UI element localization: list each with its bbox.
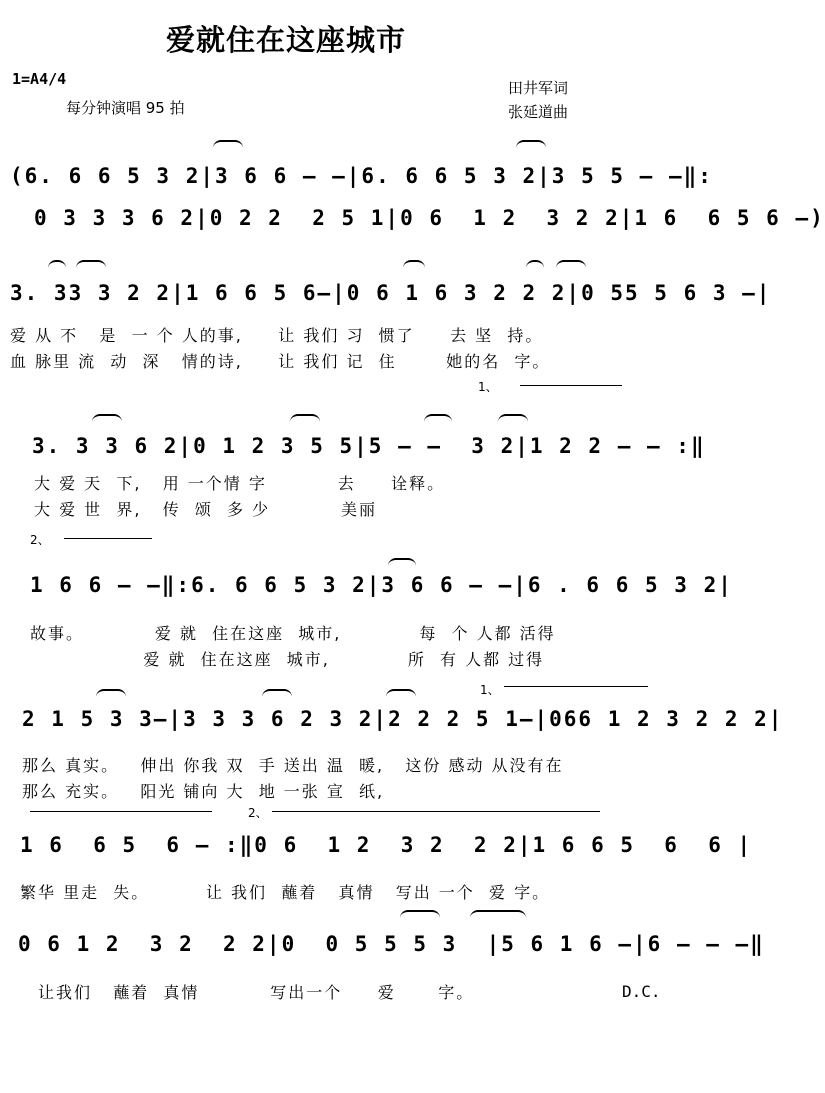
notation-row: 0 3 3 3 6 2|0 2 2 2 5 1|0 6 1 2 3 2 2|1 6 6 5 6 —) <box>34 206 825 230</box>
notation-row: 0 6 1 2 3 2 2 2|0 0 5 5 5 3 |5 6 1 6 —|6 — — —‖ <box>18 932 765 956</box>
slur <box>262 689 292 697</box>
slur <box>48 260 66 268</box>
volta-bracket <box>64 538 152 539</box>
slur <box>400 910 440 918</box>
lyric-line: 繁华 里走 失。 让 我们 蘸着 真情 写出 一个 爱 字。 <box>20 883 551 902</box>
volta-second-label: 2、 <box>30 533 50 547</box>
notation-row: 3. 33 3 2 2|1 6 6 5 6—|0 6 1 6 3 2 2 2|0 55 5 6 3 —| <box>10 281 772 305</box>
slur <box>424 414 452 422</box>
notation-row: (6. 6 6 5 3 2|3 6 6 — —|6. 6 6 5 3 2|3 5 5 — —‖: <box>10 164 713 188</box>
volta-bracket <box>30 811 212 812</box>
lyric-line: 大 爱 天 下, 用 一个情 字 去 诠释。 <box>34 474 446 493</box>
song-title: 爱就住在这座城市 <box>166 23 407 57</box>
lyric-line: 大 爱 世 界, 传 颂 多 少 美丽 <box>34 500 377 519</box>
slur <box>556 260 586 268</box>
notation-row: 3. 3 3 6 2|0 1 2 3 5 5|5 — — 3 2|1 2 2 — — :‖ <box>32 434 706 458</box>
lyric-line: 爱 从 不 是 一 个 人的事, 让 我们 习 惯了 去 坚 持。 <box>10 326 544 345</box>
slur <box>470 910 526 918</box>
volta-bracket <box>504 686 648 687</box>
slur <box>403 260 425 268</box>
volta-bracket <box>520 385 622 386</box>
slur <box>290 414 320 422</box>
lyric-line: 那么 充实。 阳光 铺向 大 地 一张 宣 纸, <box>22 782 385 801</box>
key-signature: 1=A4/4 <box>12 70 67 88</box>
da-capo-marking: D.C. <box>622 982 661 1001</box>
lyric-line: 血 脉里 流 动 深 情的诗, 让 我们 记 住 她的名 字。 <box>10 352 551 371</box>
slur <box>92 414 122 422</box>
lyric-line: 爱 就 住在这座 城市, 所 有 人都 过得 <box>30 650 545 669</box>
slur <box>388 558 416 566</box>
composer-credit: 张延道曲 <box>508 103 569 121</box>
volta-first-label: 1、 <box>480 683 500 697</box>
notation-row: 2 1 5 3 3—|3 3 3 6 2 3 2|2 2 2 5 1—|066 1 2 3 2 2 2| <box>22 707 784 731</box>
lyric-line: 让我们 蘸着 真情 写出一个 爱 字。 <box>38 983 475 1002</box>
slur <box>516 140 546 148</box>
slur <box>386 689 416 697</box>
volta-bracket <box>272 811 600 812</box>
notation-row: 1 6 6 — —‖:6. 6 6 5 3 2|3 6 6 — —|6 . 6 6 5 3 2| <box>30 573 733 597</box>
lyric-line: 故事。 爱 就 住在这座 城市, 每 个 人都 活得 <box>30 624 556 643</box>
lyricist-credit: 田井军词 <box>508 79 569 97</box>
volta-first-label: 1、 <box>478 380 498 394</box>
notation-row: 1 6 6 5 6 — :‖0 6 1 2 3 2 2 2|1 6 6 5 6 6 | <box>20 833 753 857</box>
slur <box>498 414 528 422</box>
tempo-marking: 每分钟演唱 95 拍 <box>66 99 185 117</box>
slur <box>76 260 106 268</box>
slur <box>526 260 544 268</box>
slur <box>213 140 243 148</box>
slur <box>96 689 126 697</box>
lyric-line: 那么 真实。 伸出 你我 双 手 送出 温 暖, 这份 感动 从没有在 <box>22 756 564 775</box>
volta-second-label: 2、 <box>248 806 268 820</box>
